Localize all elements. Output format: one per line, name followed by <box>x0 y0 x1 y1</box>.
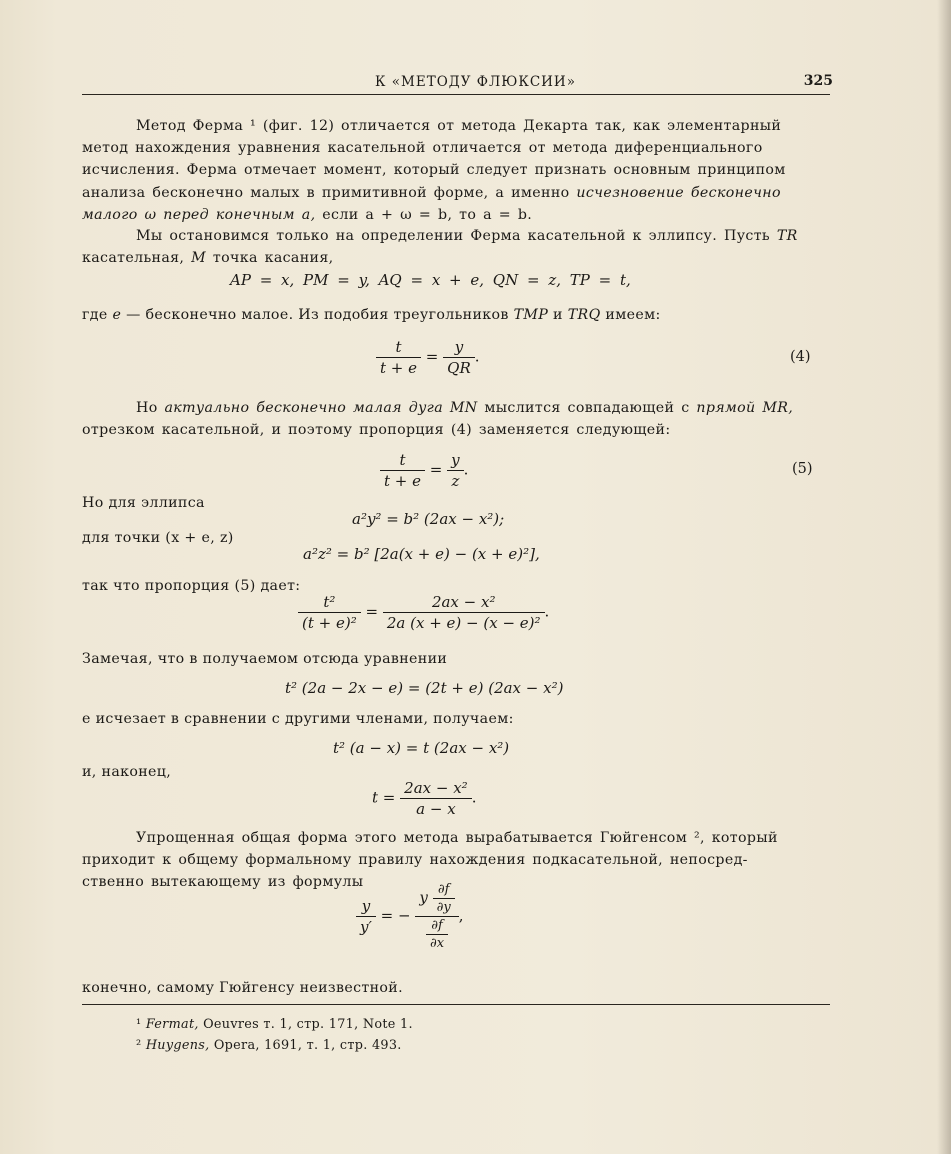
denominator <box>415 916 458 951</box>
text-line-vanish: e исчезает в сравнении с другими членами, получаем: <box>82 711 514 727</box>
numerator: y <box>454 338 464 356</box>
page-number: 325 <box>803 73 833 89</box>
fraction <box>447 451 463 490</box>
equation-5: $\frac{t}{t + e}$ = $\frac{y}{z}$ . <box>380 451 468 490</box>
numerator: t <box>399 451 406 469</box>
numerator: t² <box>323 593 336 611</box>
text-span: Мы остановимся только на определении Ферма касательной к эллипсу. Пусть <box>136 228 777 244</box>
header-rule <box>82 94 830 95</box>
text-line-finally: и, наконец, <box>82 764 172 780</box>
fraction <box>433 882 455 915</box>
math-symbol: TRQ <box>567 307 601 323</box>
footnote-2 <box>136 1038 402 1053</box>
italic-emphasis: малого ω перед конечным a, <box>82 206 316 223</box>
numerator: 2ax − x² <box>404 779 468 797</box>
footnote-author: Huygens, <box>145 1038 210 1053</box>
text-line: ственно вытекающему из формулы <box>82 874 364 891</box>
equation-definitions: AP = x, PM = y, AQ = x + e, QN = z, TP = t, <box>230 271 631 289</box>
fraction <box>356 897 376 936</box>
denominator: ∂y <box>433 898 455 915</box>
math-symbol: e <box>112 307 122 323</box>
footnote-text: Oeuvres т. 1, стр. 171, Note 1. <box>198 1017 413 1032</box>
footnote-text: Opera, 1691, т. 1, стр. 493. <box>209 1038 402 1053</box>
text-line: метод нахождения уравнения касательной отличается от метода диференциального <box>82 140 763 157</box>
italic-emphasis: актуально бесконечно малая дуга MN <box>164 400 478 416</box>
footnote-mark: ¹ <box>136 1017 142 1032</box>
text-line-noting: Замечая, что в получаемом отсюда уравнении <box>82 651 448 667</box>
text-line-point: для точки (x + e, z) <box>82 530 234 546</box>
text-span: — бесконечно малое. Из подобия треугольников <box>121 307 514 323</box>
italic-emphasis: исчезновение бесконечно <box>576 184 781 201</box>
text-span: касательная, <box>82 250 192 267</box>
numerator: y <box>451 451 460 469</box>
text-span: точка касания, <box>206 250 334 267</box>
text-line <box>82 204 822 226</box>
paragraph-actual-infinitesimal <box>82 397 822 441</box>
equation-number-5: (5) <box>792 461 813 477</box>
equation-ellipse: a²y² = b² (2ax − x²); <box>352 510 505 528</box>
text-span: если a + ω = b, то a = b. <box>315 206 533 223</box>
equation-vanish: t² (a − x) = t (2ax − x²) <box>333 739 510 757</box>
numerator: t <box>395 338 402 356</box>
text-line: Упрощенная общая форма этого метода вырабатывается Гюйгенсом ², который <box>136 830 778 846</box>
text-line: Метод Ферма ¹ (фиг. 12) отличается от метода Декарта так, как элементарный <box>136 118 782 134</box>
numerator: 2ax − x² <box>431 593 496 611</box>
text-line <box>82 247 822 269</box>
footnote-author: Fermat, <box>145 1017 199 1032</box>
fraction <box>426 918 448 951</box>
math-symbol: M <box>191 250 207 267</box>
fraction <box>383 593 545 632</box>
text-span: где <box>82 307 113 323</box>
fraction <box>380 451 425 490</box>
compound-fraction <box>415 882 458 951</box>
denominator: QR <box>443 357 475 377</box>
math-symbol: TR <box>776 228 798 244</box>
equation-lhs: t = <box>372 788 396 807</box>
denominator: y′ <box>356 916 376 936</box>
equation-point: a²z² = b² [2a(x + e) − (x + e)²], <box>303 545 540 563</box>
math-symbol: TMP <box>513 307 549 323</box>
denominator: a − x <box>400 798 472 818</box>
text-line: отрезком касательной, и поэтому пропорция (4) заменяется следующей: <box>82 422 671 439</box>
equation-proportion: $\frac{\text{t²}}{\text{(t + e)²}}$ = $\frac{\text{2ax − x²}}{\text{2a (x + e) − (x − e)²}}$ . <box>298 593 549 632</box>
numerator: y $\frac{\partial f}{\partial y}$ <box>415 882 458 916</box>
footnote-mark: ² <box>136 1038 142 1053</box>
footnote-1 <box>136 1017 413 1032</box>
paragraph-fermat-method <box>82 115 822 226</box>
text-line <box>82 397 822 419</box>
text-span: имеем: <box>600 307 661 323</box>
equation-noting: t² (2a − 2x − e) = (2t + e) (2ax − x²) <box>285 679 564 697</box>
denominator: ∂x <box>426 934 448 951</box>
equation-4: $\frac{t}{t + e}$ = $\frac{y}{QR}$ . <box>376 338 480 377</box>
text-line <box>82 182 822 204</box>
denominator: (t + e)² <box>298 612 361 632</box>
denominator: 2a (x + e) − (x − e)² <box>383 612 545 632</box>
fraction <box>400 779 472 818</box>
text-span: и <box>548 307 568 323</box>
equation-final: t = $\frac{\text{2ax − x²}}{a - x}$ . <box>372 779 477 818</box>
denominator: z <box>447 470 463 490</box>
text-line-closing: конечно, самому Гюйгенсу неизвестной. <box>82 980 403 996</box>
fraction <box>298 593 361 632</box>
text-line: приходит к общему формальному правилу нахождения подкасательной, непосред- <box>82 852 748 869</box>
text-line: исчисления. Ферма отмечает момент, который следует признать основным принципом <box>82 162 786 179</box>
text-line-similarity <box>82 307 661 323</box>
denominator: t + e <box>380 470 425 490</box>
paragraph-tangent-definition <box>82 225 822 269</box>
italic-emphasis: прямой MR, <box>696 400 794 416</box>
text-span: анализа бесконечно малых в примитивной форме, а именно <box>82 184 577 201</box>
text-span: Но <box>136 400 165 416</box>
denominator: t + e <box>376 357 421 377</box>
numerator: ∂f <box>437 882 450 897</box>
fraction <box>443 338 475 377</box>
running-title: К «МЕТОДУ ФЛЮКСИИ» <box>375 74 576 90</box>
footnote-rule <box>82 1004 830 1005</box>
text-span: мыслится совпадающей с <box>477 400 697 416</box>
text-line-proportion: так что пропорция (5) дает: <box>82 578 301 594</box>
equation-number-4: (4) <box>790 349 811 365</box>
text-line-ellipse: Но для эллипса <box>82 495 205 511</box>
numerator: y <box>361 897 371 915</box>
fraction <box>376 338 421 377</box>
numerator: ∂f <box>431 918 443 933</box>
equation-huygens: $\frac{y}{y'}$ = − y $\frac{\partial f}{\partial y}$ $\frac{\partial f}{\partial x}$ , <box>356 882 463 951</box>
text-line <box>82 225 822 247</box>
